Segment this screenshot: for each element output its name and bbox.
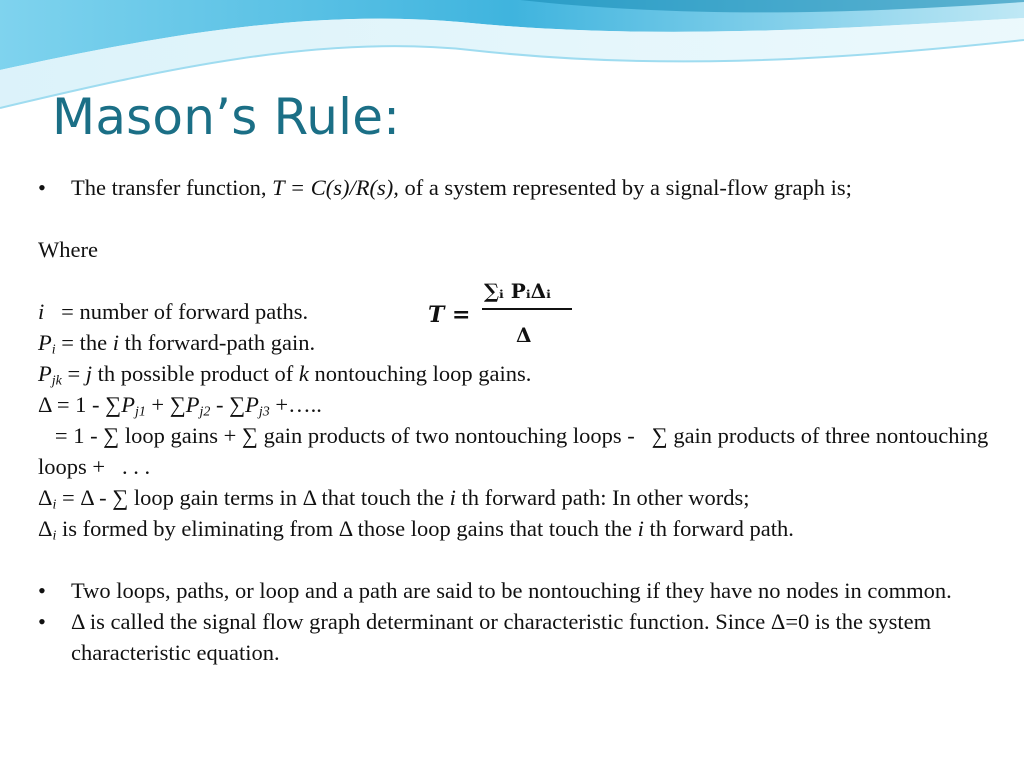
symbol-p: P xyxy=(38,330,52,355)
slide-title: Mason’s Rule: xyxy=(52,88,401,146)
formula-numerator: ∑ᵢ PᵢΔᵢ xyxy=(484,279,551,303)
symbol-delta: Δ xyxy=(38,485,53,510)
formula-lhs: T = xyxy=(428,302,471,328)
bullet-nontouching xyxy=(38,575,1006,606)
definition-i-text: = number of forward paths. xyxy=(44,299,309,324)
italic-j: j xyxy=(85,361,93,386)
subscript-i: i xyxy=(51,342,56,358)
bullet-determinant-text: Δ is called the signal flow graph determinant or characteristic function. Since Δ=0 is the system characteristic equation. xyxy=(71,609,932,665)
subscript-jk: jk xyxy=(51,373,62,389)
delta-part1: + ∑ xyxy=(145,392,186,417)
italic-i: i xyxy=(112,330,119,355)
delta-part0: Δ = 1 - ∑ xyxy=(38,392,122,417)
symbol-p: P xyxy=(245,392,259,417)
intro-text-pre: The transfer function, xyxy=(71,175,273,200)
definition-delta-i-formed xyxy=(38,513,1006,544)
subscript-j1: j1 xyxy=(134,404,146,420)
definition-pjk-text2: th possible product of xyxy=(92,361,299,386)
intro-text-post: of a system represented by a signal-flow graph is; xyxy=(398,175,852,200)
definition-pjk xyxy=(38,358,1006,389)
bullet-dot: • xyxy=(38,609,46,634)
definition-pi-text1: = the xyxy=(55,330,113,355)
definition-pi-text2: th forward-path gain. xyxy=(118,330,316,355)
slide-body xyxy=(38,172,1006,668)
definition-pjk-text3: nontouching loop gains. xyxy=(308,361,532,386)
definition-delta-i-text1: = Δ - ∑ loop gain terms in Δ that touch the xyxy=(56,485,450,510)
where-label: Where xyxy=(38,237,98,262)
symbol-p: P xyxy=(38,361,52,386)
symbol-delta: Δ xyxy=(38,516,53,541)
italic-i: i xyxy=(449,485,456,510)
intro-bullet xyxy=(38,172,1006,203)
definition-pjk-text1: = xyxy=(61,361,86,386)
bullet-dot: • xyxy=(38,175,46,200)
definition-pi xyxy=(38,327,1006,358)
definition-i xyxy=(38,296,1006,327)
delta-part2: - ∑ xyxy=(210,392,246,417)
formula-denominator: Δ xyxy=(516,323,532,347)
definition-delta-expanded: = 1 - ∑ loop gains + ∑ gain products of two nontouching loops - ∑ gain products of three nontouching loops + . . . xyxy=(38,423,994,479)
bullet-nontouching-text: Two loops, paths, or loop and a path are said to be nontouching if they have no nodes in common. xyxy=(71,578,952,603)
symbol-p: P xyxy=(121,392,135,417)
subscript-i: i xyxy=(52,528,57,544)
italic-i: i xyxy=(637,516,644,541)
subscript-j3: j3 xyxy=(258,404,270,420)
delta-part3: +….. xyxy=(269,392,322,417)
bullet-dot: • xyxy=(38,578,46,603)
definition-delta-i-formed-text2: th forward path. xyxy=(643,516,794,541)
symbol-p: P xyxy=(185,392,200,417)
italic-k: k xyxy=(298,361,309,386)
intro-formula-inline: T = C(s)/R(s), xyxy=(272,175,399,200)
symbol-i: i xyxy=(38,299,45,324)
subscript-i: i xyxy=(52,497,57,513)
definition-delta xyxy=(38,389,1006,420)
subscript-j2: j2 xyxy=(199,404,211,420)
bullet-determinant xyxy=(38,606,1006,668)
definition-delta-i-formed-text1: is formed by eliminating from Δ those loop gains that touch the xyxy=(56,516,638,541)
definition-delta-i-text2: th forward path: In other words; xyxy=(455,485,750,510)
definition-delta-i xyxy=(38,482,1006,513)
